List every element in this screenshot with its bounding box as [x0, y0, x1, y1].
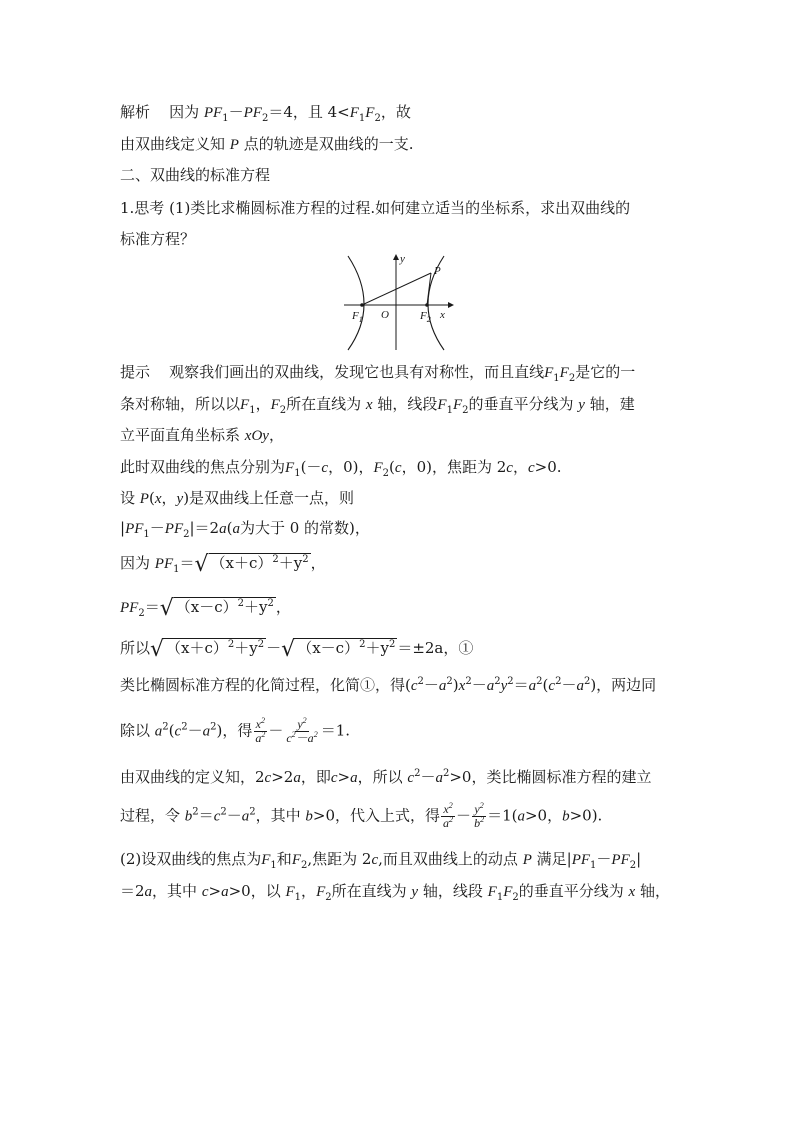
sqrt-expression: √ $(x-c)^2+y^2$ [281, 637, 396, 662]
fraction: $\frac{y^2}{c^2-a^2}$ [286, 716, 318, 745]
section-heading: 二、双曲线的标准方程 [120, 166, 271, 184]
f1-label: $F_1$ [352, 310, 363, 324]
fraction: $\frac{y^2}{b^2}$ [474, 801, 485, 830]
text-line-9: 此时双曲线的焦点分别为$F_1(-c$，0)，$F_2(c$，0)，焦距为 2c，c>0. [120, 458, 562, 479]
segment-pf2 [427, 273, 431, 305]
text-line-15: 类比椭圆标准方程的化简过程，化简①，得$(c^2-a^2)x^2-a^2y^2=a^2(c^2-a^2)$，两边同 [120, 676, 657, 694]
fraction: $\frac{x^2}{a^2}$ [443, 801, 454, 830]
sqrt-expression: √ $(x+c)^2+y^2$ [194, 552, 309, 577]
text-line-18: 过程，令 $b^2=c^2-a^2$，其中 b>0，代入上式，得 $\frac{x^2}{a^2}$ － $\frac{y^2}{b^2}$ ＝1(a>0，b>0). [120, 801, 603, 830]
text-line-11: $|PF_1-PF_2|=2a(a$为大于 0 的常数)， [120, 519, 370, 540]
text-line-6: 提示 观察我们画出的双曲线，发现它也具有对称性，而且直线$F_1F_2$是它的一 [120, 363, 636, 384]
fraction: $\frac{x^2}{a^2}$ [255, 716, 266, 745]
f2-label: $F_2$ [420, 310, 431, 324]
hyperbola-figure [340, 252, 455, 352]
text-line-13: $PF_2=√$ $(x-c)^2+y^2$ ， [120, 596, 291, 621]
p-label: P [434, 265, 441, 277]
y-axis-arrow [393, 254, 399, 260]
y-label: y [400, 253, 405, 265]
text-line-20: ＝2a，其中 c>a>0，以 $F_1$，$F_2$所在直线为 y 轴，线段 $F_1F_2$的垂直平分线为 x 轴， [120, 882, 671, 903]
text-line-5: 标准方程？ [120, 230, 196, 248]
text-line-8: 立平面直角坐标系 xOy， [120, 426, 284, 444]
x-label: x [440, 309, 445, 321]
text-line-19: (2)设双曲线的焦点为$F_1$和$F_2$,焦距为 2c,而且双曲线上的动点 P 满足$|PF_1-PF_2|$ [120, 850, 642, 871]
sqrt-expression: √ $(x+c)^2+y^2$ [150, 637, 265, 662]
text-line-17: 由双曲线的定义知，2c>2a，即c>a，所以 $c^2-a^2>0$，类比椭圆标准方程的建立 [120, 768, 652, 786]
text-line-10: 设 P(x，y)是双曲线上任意一点，则 [120, 489, 355, 507]
text-line-4: 1.思考 (1)类比求椭圆标准方程的过程.如何建立适当的坐标系，求出双曲线的 [120, 199, 631, 217]
text-line-14: 所以√ $(x+c)^2+y^2$ －√ $(x-c)^2+y^2 =\pm 2a$，① [120, 637, 474, 662]
focus-f1 [360, 303, 364, 307]
left-branch [348, 256, 364, 350]
text-line-7: 条对称轴，所以以$F_1$，$F_2$所在直线为 x 轴，线段$F_1F_2$的垂直平分线为 y 轴，建 [120, 395, 635, 416]
focus-f2 [425, 303, 429, 307]
text-line-12: 因为 $PF_1=√$ $(x+c)^2+y^2$ ， [120, 552, 326, 577]
text-line-1: 解析 因为 $PF_1-PF_2=4$，且 $4<F_1F_2$，故 [120, 103, 411, 124]
text-line-2: 由双曲线定义知 P 点的轨迹是双曲线的一支. [120, 135, 414, 153]
text-line-16: 除以 $a^2(c^2-a^2)$，得 $\frac{x^2}{a^2}$ － $\frac{y^2}{c^2-a^2}$ ＝1. [120, 716, 350, 745]
x-axis-arrow [448, 302, 454, 308]
origin-label: O [381, 309, 389, 321]
sqrt-expression: √ $(x-c)^2+y^2$ [159, 596, 274, 621]
